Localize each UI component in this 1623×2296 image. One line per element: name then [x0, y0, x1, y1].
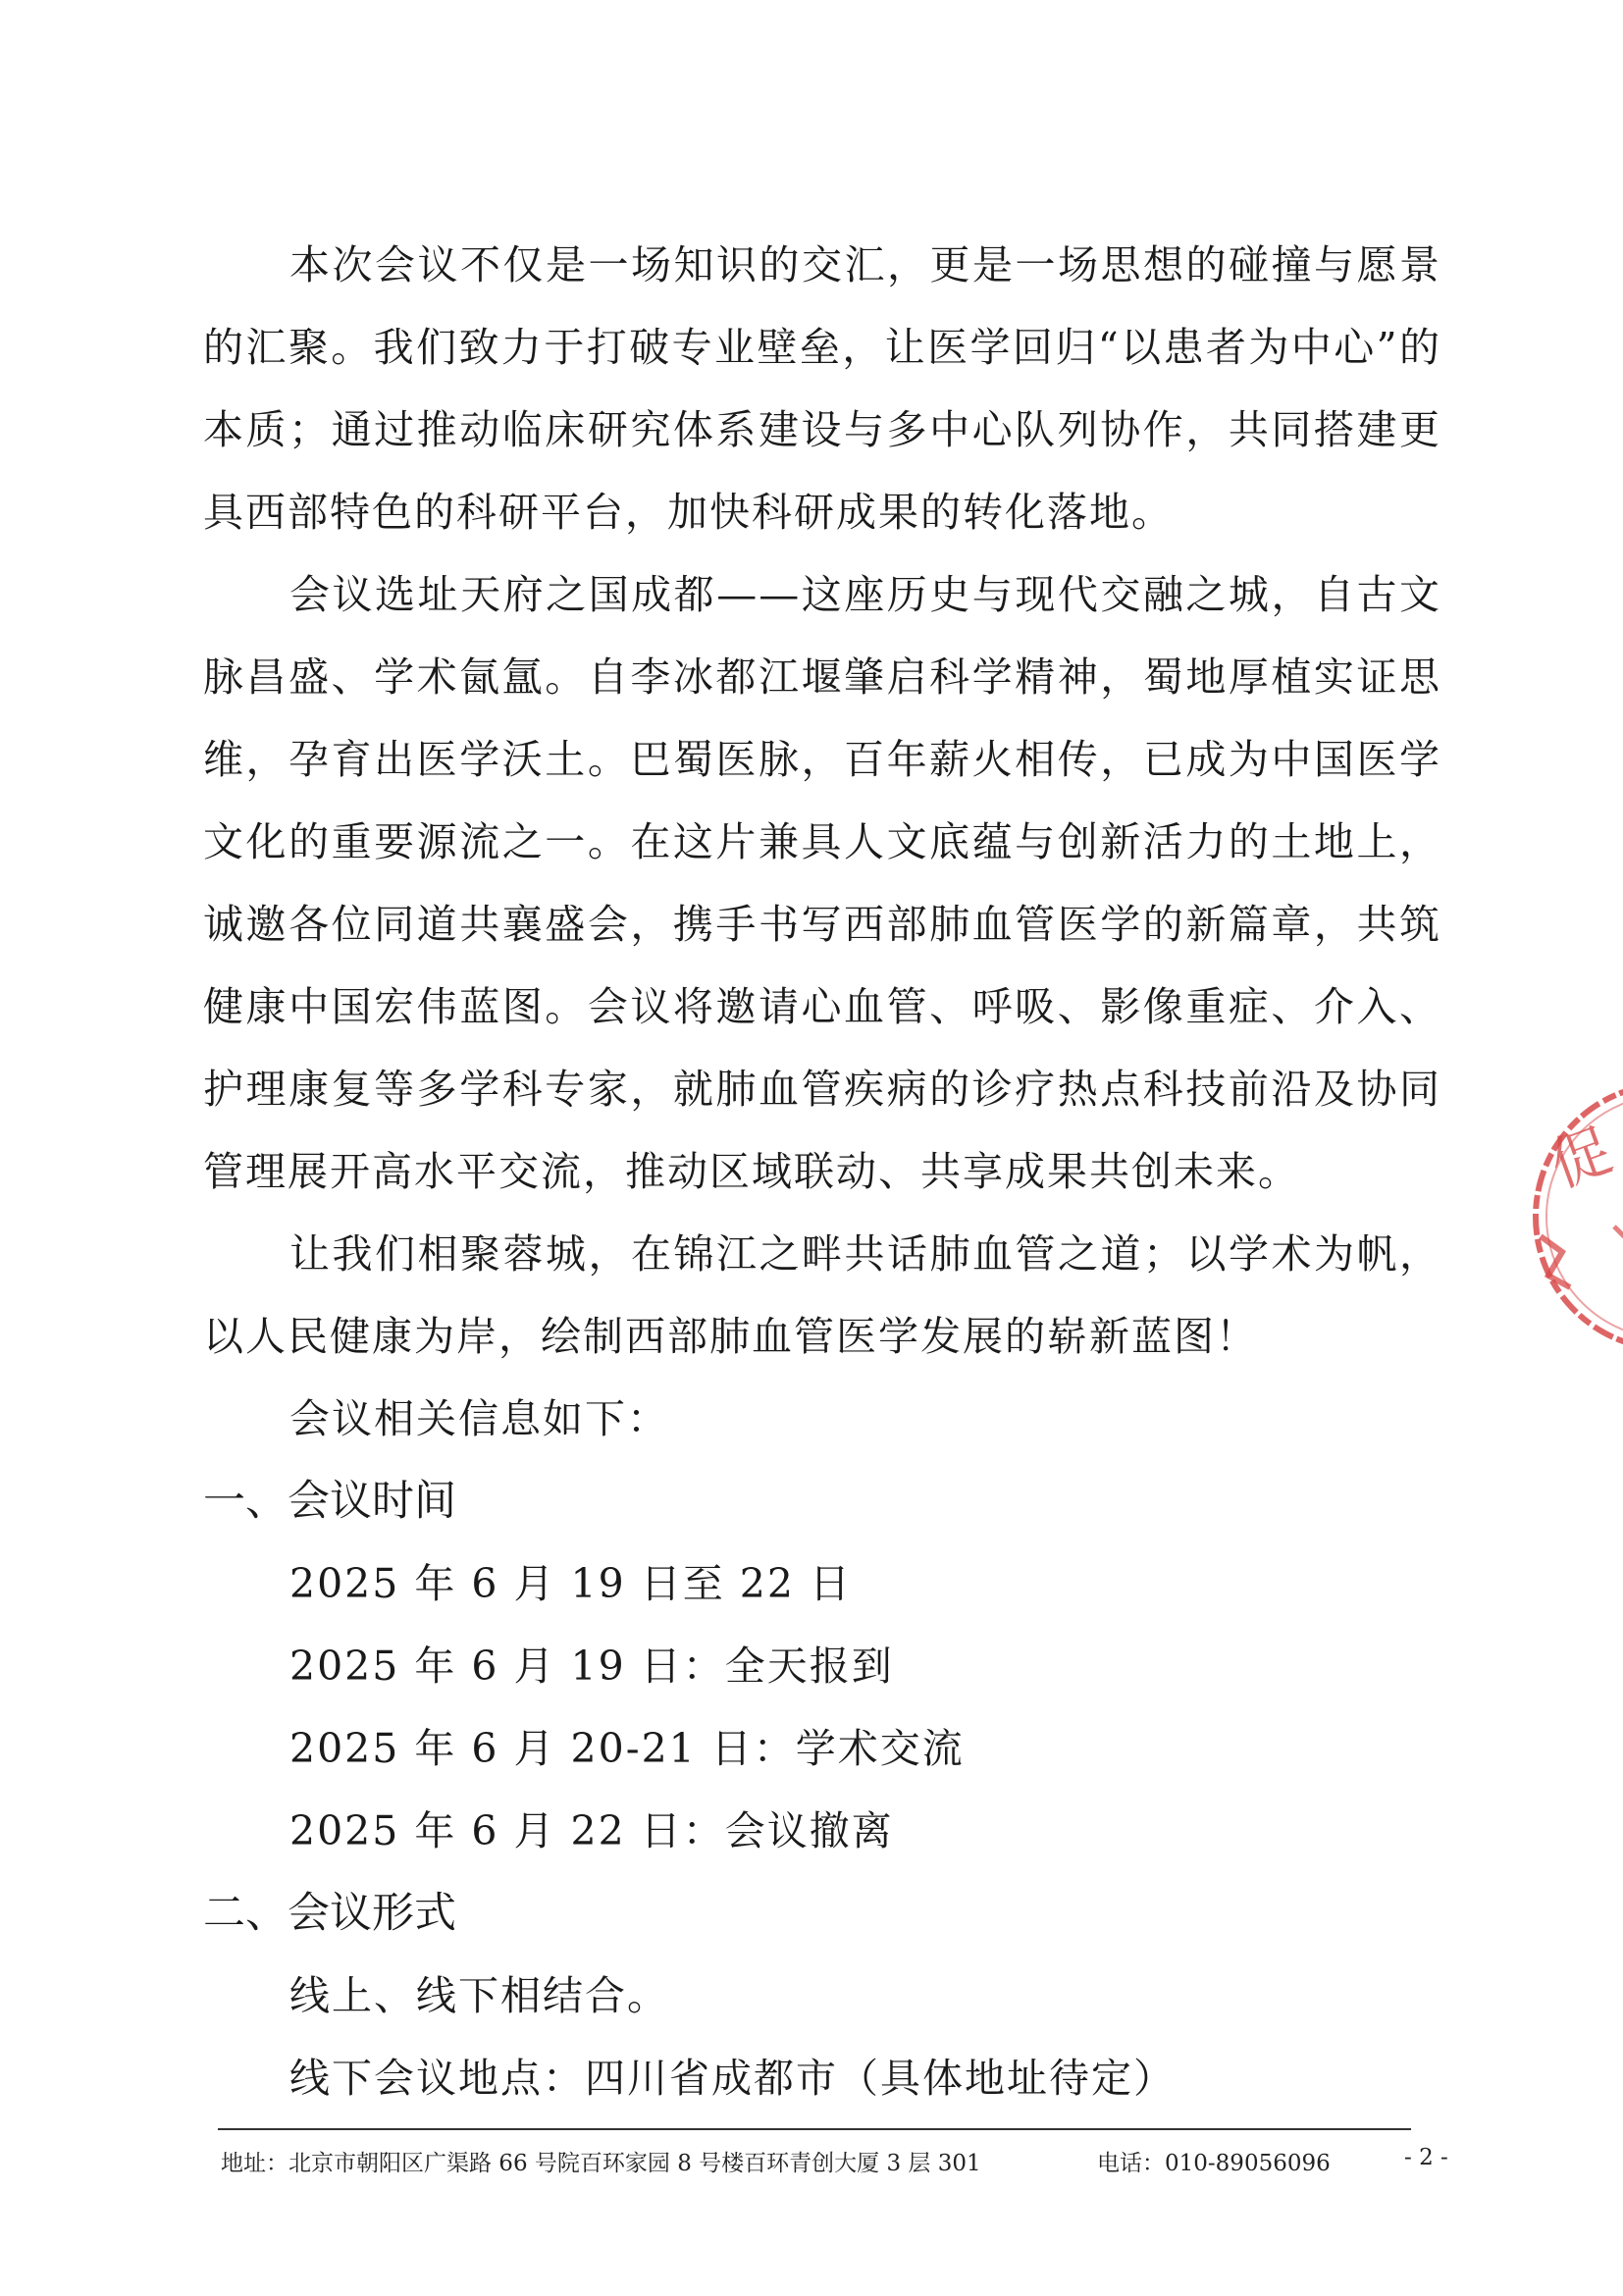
- time-line: 2025 年 6 月 19 日至 22 日: [289, 1560, 852, 1607]
- format-line: 线上、线下相结合。: [289, 1972, 669, 2019]
- paragraph-intro: 本次会议不仅是一场知识的交汇，更是一场思想的碰撞与愿景的汇聚。我们致力于打破专业壁垒，让医学回归“以患者为中心”的本质；通过推动临床研究体系建设与多中心队列协作，共同搭建更具西部特色的科研平台，加快科研成果的转化落地。: [203, 241, 1441, 536]
- document-body: [203, 224, 1441, 2119]
- footer-address: 地址：北京市朝阳区广渠路 66 号院百环家园 8 号楼百环青创大厦 3 层 301: [221, 2151, 981, 2176]
- time-line: 2025 年 6 月 19 日：全天报到: [289, 1643, 894, 1690]
- paragraph-invitation: 让我们相聚蓉城，在锦江之畔共话肺血管之道；以学术为帆，以人民健康为岸，绘制西部肺血管医学发展的崭新蓝图！: [203, 1230, 1441, 1360]
- page-number: - 2 -: [1404, 2145, 1448, 2170]
- section-heading-time: 一、会议时间: [203, 1477, 456, 1526]
- format-line: 线下会议地点：四川省成都市（具体地址待定）: [289, 2055, 1176, 2102]
- time-line: 2025 年 6 月 20-21 日：学术交流: [289, 1725, 965, 1772]
- paragraph-info-lead: 会议相关信息如下：: [289, 1395, 669, 1442]
- time-line: 2025 年 6 月 22 日：会议撤离: [289, 1807, 894, 1854]
- seal-char: 促: [1542, 1116, 1621, 1202]
- footer-divider: [218, 2128, 1411, 2130]
- paragraph-venue: 会议选址天府之国成都——这座历史与现代交融之城，自古文脉昌盛、学术氤氲。自李冰都江堰肇启科学精神，蜀地厚植实证思维，孕育出医学沃土。巴蜀医脉，百年薪火相传，已成为中国医学文化的重要源流之一。在这片兼具人文底蕴与创新活力的土地上，诚邀各位同道共襄盛会，携手书写西部肺血管医学的新篇章，共筑健康中国宏伟蓝图。会议将邀请心血管、呼吸、影像重症、介入、护理康复等多学科专家，就肺血管疾病的诊疗热点科技前沿及协同管理展开高水平交流，推动区域联动、共享成果共创未来。: [203, 571, 1441, 1195]
- section-heading-format: 二、会议形式: [203, 1889, 456, 1938]
- official-seal-stamp: [1501, 1079, 1623, 1354]
- seal-mark: [1614, 1226, 1623, 1246]
- footer-phone: 电话：010-89056096: [1097, 2151, 1331, 2176]
